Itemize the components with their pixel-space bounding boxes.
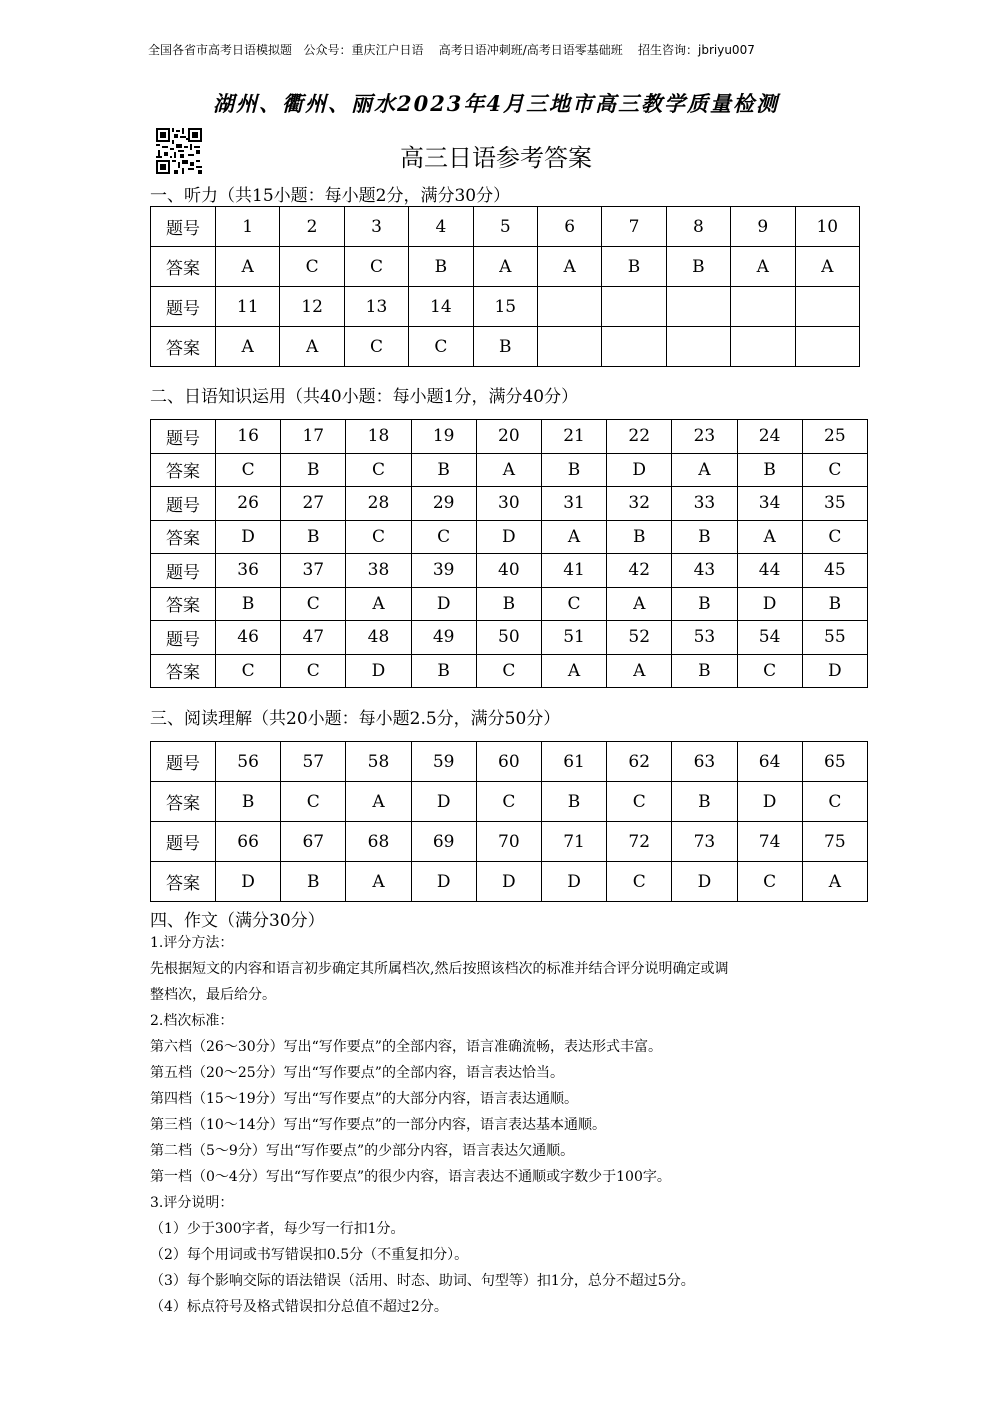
answer-cell: D [216,520,281,554]
question-number-cell: 68 [346,822,411,862]
question-number-cell: 3 [344,207,408,247]
question-number-cell: 23 [672,420,737,454]
answer-cell: A [537,247,601,287]
answer-cell: A [731,247,795,287]
essay-rule-line: 第五档（20～25分）写出“写作要点”的全部内容，语言表达恰当。 [150,1065,564,1081]
question-number-cell: 16 [216,420,281,454]
answer-row [151,587,868,621]
answer-cell: D [411,782,476,822]
row-label: 题号 [151,420,216,454]
answer-cell: C [607,862,672,902]
answer-cell: B [607,520,672,554]
question-number-cell: 28 [346,487,411,521]
row-label: 题号 [151,554,216,588]
essay-rule-line: 2.档次标准： [150,1013,234,1029]
question-number-cell: 44 [737,554,802,588]
answer-cell: A [795,247,859,287]
answer-cell: C [344,247,408,287]
answer-cell: B [541,782,606,822]
answer-cell: B [281,862,346,902]
answer-cell: D [541,862,606,902]
answer-cell: C [737,654,802,688]
answer-cell: C [541,587,606,621]
question-number-cell: 11 [216,287,280,327]
essay-rule-line: 第二档（5～9分）写出“写作要点”的少部分内容，语言表达欠通顺。 [150,1143,575,1159]
question-number-cell: 56 [216,742,281,782]
question-number-cell: 6 [537,207,601,247]
question-number-cell: 51 [541,621,606,655]
essay-rule-line: 先根据短文的内容和语言初步确定其所属档次,然后按照该档次的标准并结合评分说明确定或调 [150,961,729,977]
answer-cell: A [541,520,606,554]
row-label: 答案 [151,327,216,367]
question-number-cell: 55 [802,621,867,655]
answer-cell: A [280,327,344,367]
row-label: 答案 [151,862,216,902]
answer-cell: B [476,587,541,621]
answer-cell: C [409,327,473,367]
answer-row [151,862,868,902]
answer-cell: A [802,862,867,902]
answer-cell [537,327,601,367]
question-number-cell [795,287,859,327]
exam-title: 湖州、衢州、丽水2023年4月三地市高三教学质量检测 [212,91,780,116]
question-number-cell: 65 [802,742,867,782]
question-number-cell: 24 [737,420,802,454]
answer-cell: A [476,453,541,487]
answer-cell: B [411,654,476,688]
row-label: 答案 [151,782,216,822]
answer-cell: C [216,453,281,487]
answer-cell [666,327,730,367]
answer-cell [795,327,859,367]
question-number-cell: 13 [344,287,408,327]
answer-cell [731,327,795,367]
question-number-cell [602,287,666,327]
answer-cell: D [411,587,476,621]
question-number-cell: 10 [795,207,859,247]
question-number-cell: 63 [672,742,737,782]
question-number-cell [537,287,601,327]
essay-rule-line: 3.评分说明： [150,1195,234,1211]
answer-cell: C [607,782,672,822]
answer-cell: D [476,862,541,902]
answer-cell: C [411,520,476,554]
answer-cell: D [737,782,802,822]
row-label: 答案 [151,654,216,688]
question-number-row [151,207,860,247]
question-number-row [151,742,868,782]
question-number-cell: 30 [476,487,541,521]
question-number-cell: 7 [602,207,666,247]
question-number-cell: 61 [541,742,606,782]
essay-rule-line: （3）每个影响交际的语法错误（活用、时态、助词、句型等）扣1分，总分不超过5分。 [150,1273,695,1289]
section-heading-essay: 四、作文（满分30分） [150,911,325,931]
question-number-cell: 75 [802,822,867,862]
answer-cell: A [473,247,537,287]
answer-cell: A [346,782,411,822]
row-label: 题号 [151,207,216,247]
question-number-cell: 12 [280,287,344,327]
answer-cell: A [346,587,411,621]
answer-cell: D [476,520,541,554]
question-number-cell: 52 [607,621,672,655]
essay-rule-line: （2）每个用词或书写错误扣0.5分（不重复扣分）。 [150,1247,469,1263]
question-number-row [151,420,868,454]
question-number-cell: 19 [411,420,476,454]
question-number-cell: 14 [409,287,473,327]
answer-cell: A [541,654,606,688]
essay-scoring-rules [150,930,850,1320]
question-number-cell [666,287,730,327]
reading-answer-table [150,741,868,902]
answer-cell: C [216,654,281,688]
answer-cell: B [281,453,346,487]
answer-cell: C [281,782,346,822]
answer-cell: B [672,587,737,621]
question-number-cell: 15 [473,287,537,327]
row-label: 答案 [151,587,216,621]
answer-cell: B [602,247,666,287]
question-number-row [151,554,868,588]
essay-rule-line: 第三档（10～14分）写出“写作要点”的一部分内容，语言表达基本通顺。 [150,1117,606,1133]
answer-cell: B [411,453,476,487]
question-number-cell: 32 [607,487,672,521]
question-number-cell: 64 [737,742,802,782]
question-number-cell: 18 [346,420,411,454]
question-number-cell: 43 [672,554,737,588]
answer-cell: A [607,587,672,621]
question-number-cell: 25 [802,420,867,454]
question-number-cell: 58 [346,742,411,782]
answer-cell: A [672,453,737,487]
answer-cell: C [281,654,346,688]
question-number-cell: 41 [541,554,606,588]
row-label: 答案 [151,520,216,554]
question-number-cell: 26 [216,487,281,521]
question-number-cell: 20 [476,420,541,454]
row-label: 题号 [151,742,216,782]
question-number-row [151,487,868,521]
question-number-cell [731,287,795,327]
essay-rule-line: 1.评分方法： [150,935,234,951]
question-number-cell: 54 [737,621,802,655]
row-label: 题号 [151,621,216,655]
question-number-cell: 59 [411,742,476,782]
question-number-cell: 29 [411,487,476,521]
answer-cell: B [672,520,737,554]
question-number-cell: 74 [737,822,802,862]
answer-cell: B [666,247,730,287]
question-number-row [151,822,868,862]
question-number-cell: 39 [411,554,476,588]
answer-key-title: 高三日语参考答案 [400,144,592,172]
answer-cell: A [346,862,411,902]
answer-cell: C [346,453,411,487]
answer-cell: B [216,587,281,621]
answer-cell: B [473,327,537,367]
answer-cell: C [281,587,346,621]
section-heading-listening: 一、听力（共15小题：每小题2分，满分30分） [150,186,511,206]
answer-cell: D [672,862,737,902]
listening-answer-table [150,206,860,367]
answer-row [151,654,868,688]
answer-cell: A [216,247,280,287]
answer-cell: D [802,654,867,688]
answer-cell: D [346,654,411,688]
question-number-cell: 33 [672,487,737,521]
question-number-cell: 8 [666,207,730,247]
section-heading-reading: 三、阅读理解（共20小题：每小题2.5分，满分50分） [150,709,561,729]
question-number-cell: 35 [802,487,867,521]
answer-cell: A [216,327,280,367]
answer-cell [602,327,666,367]
answer-row [151,453,868,487]
question-number-cell: 48 [346,621,411,655]
essay-rule-line: 第四档（15～19分）写出“写作要点”的大部分内容，语言表达通顺。 [150,1091,578,1107]
answer-cell: C [737,862,802,902]
question-number-cell: 67 [281,822,346,862]
question-number-cell: 71 [541,822,606,862]
question-number-cell: 17 [281,420,346,454]
essay-rule-line: 第一档（0～4分）写出“写作要点”的很少内容，语言表达不通顺或字数少于100字。 [150,1169,671,1185]
answer-cell: C [280,247,344,287]
row-label: 答案 [151,247,216,287]
question-number-cell: 62 [607,742,672,782]
answer-cell: D [737,587,802,621]
question-number-cell: 73 [672,822,737,862]
answer-cell: B [281,520,346,554]
section-heading-knowledge: 二、日语知识运用（共40小题：每小题1分，满分40分） [150,387,579,407]
answer-row [151,327,860,367]
row-label: 题号 [151,822,216,862]
essay-rule-line: 整档次，最后给分。 [150,987,276,1003]
answer-cell: B [672,654,737,688]
question-number-cell: 40 [476,554,541,588]
question-number-cell: 53 [672,621,737,655]
answer-cell: C [476,782,541,822]
question-number-cell: 45 [802,554,867,588]
answer-cell: B [409,247,473,287]
row-label: 题号 [151,287,216,327]
question-number-cell: 70 [476,822,541,862]
essay-rule-line: 第六档（26～30分）写出“写作要点”的全部内容，语言准确流畅，表达形式丰富。 [150,1039,662,1055]
answer-cell: C [344,327,408,367]
question-number-cell: 22 [607,420,672,454]
question-number-cell: 4 [409,207,473,247]
answer-cell: D [607,453,672,487]
answer-cell: C [802,520,867,554]
page-header: 全国各省市高考日语模拟题 公众号：重庆江户日语 高考日语冲刺班/高考日语零基础班 招生咨询：jbriyu007 [148,43,755,57]
answer-cell: B [672,782,737,822]
question-number-cell: 1 [216,207,280,247]
question-number-cell: 21 [541,420,606,454]
question-number-cell: 66 [216,822,281,862]
knowledge-answer-table [150,419,868,688]
answer-row [151,247,860,287]
question-number-cell: 49 [411,621,476,655]
question-number-cell: 46 [216,621,281,655]
answer-cell: B [802,587,867,621]
answer-cell: B [216,782,281,822]
question-number-cell: 31 [541,487,606,521]
row-label: 题号 [151,487,216,521]
question-number-row [151,287,860,327]
question-number-cell: 72 [607,822,672,862]
question-number-cell: 60 [476,742,541,782]
answer-cell: B [541,453,606,487]
answer-cell: A [737,520,802,554]
question-number-cell: 27 [281,487,346,521]
answer-cell: C [802,782,867,822]
answer-cell: C [476,654,541,688]
answer-row [151,782,868,822]
question-number-cell: 9 [731,207,795,247]
answer-cell: A [607,654,672,688]
question-number-cell: 42 [607,554,672,588]
question-number-row [151,621,868,655]
essay-rule-line: （4）标点符号及格式错误扣分总值不超过2分。 [150,1299,448,1315]
question-number-cell: 37 [281,554,346,588]
question-number-cell: 5 [473,207,537,247]
answer-cell: C [802,453,867,487]
answer-cell: D [216,862,281,902]
row-label: 答案 [151,453,216,487]
answer-cell: C [346,520,411,554]
question-number-cell: 2 [280,207,344,247]
question-number-cell: 57 [281,742,346,782]
answer-cell: D [411,862,476,902]
question-number-cell: 34 [737,487,802,521]
question-number-cell: 50 [476,621,541,655]
answer-cell: B [737,453,802,487]
question-number-cell: 36 [216,554,281,588]
question-number-cell: 47 [281,621,346,655]
answer-row [151,520,868,554]
essay-rule-line: （1）少于300字者，每少写一行扣1分。 [150,1221,405,1237]
question-number-cell: 69 [411,822,476,862]
question-number-cell: 38 [346,554,411,588]
